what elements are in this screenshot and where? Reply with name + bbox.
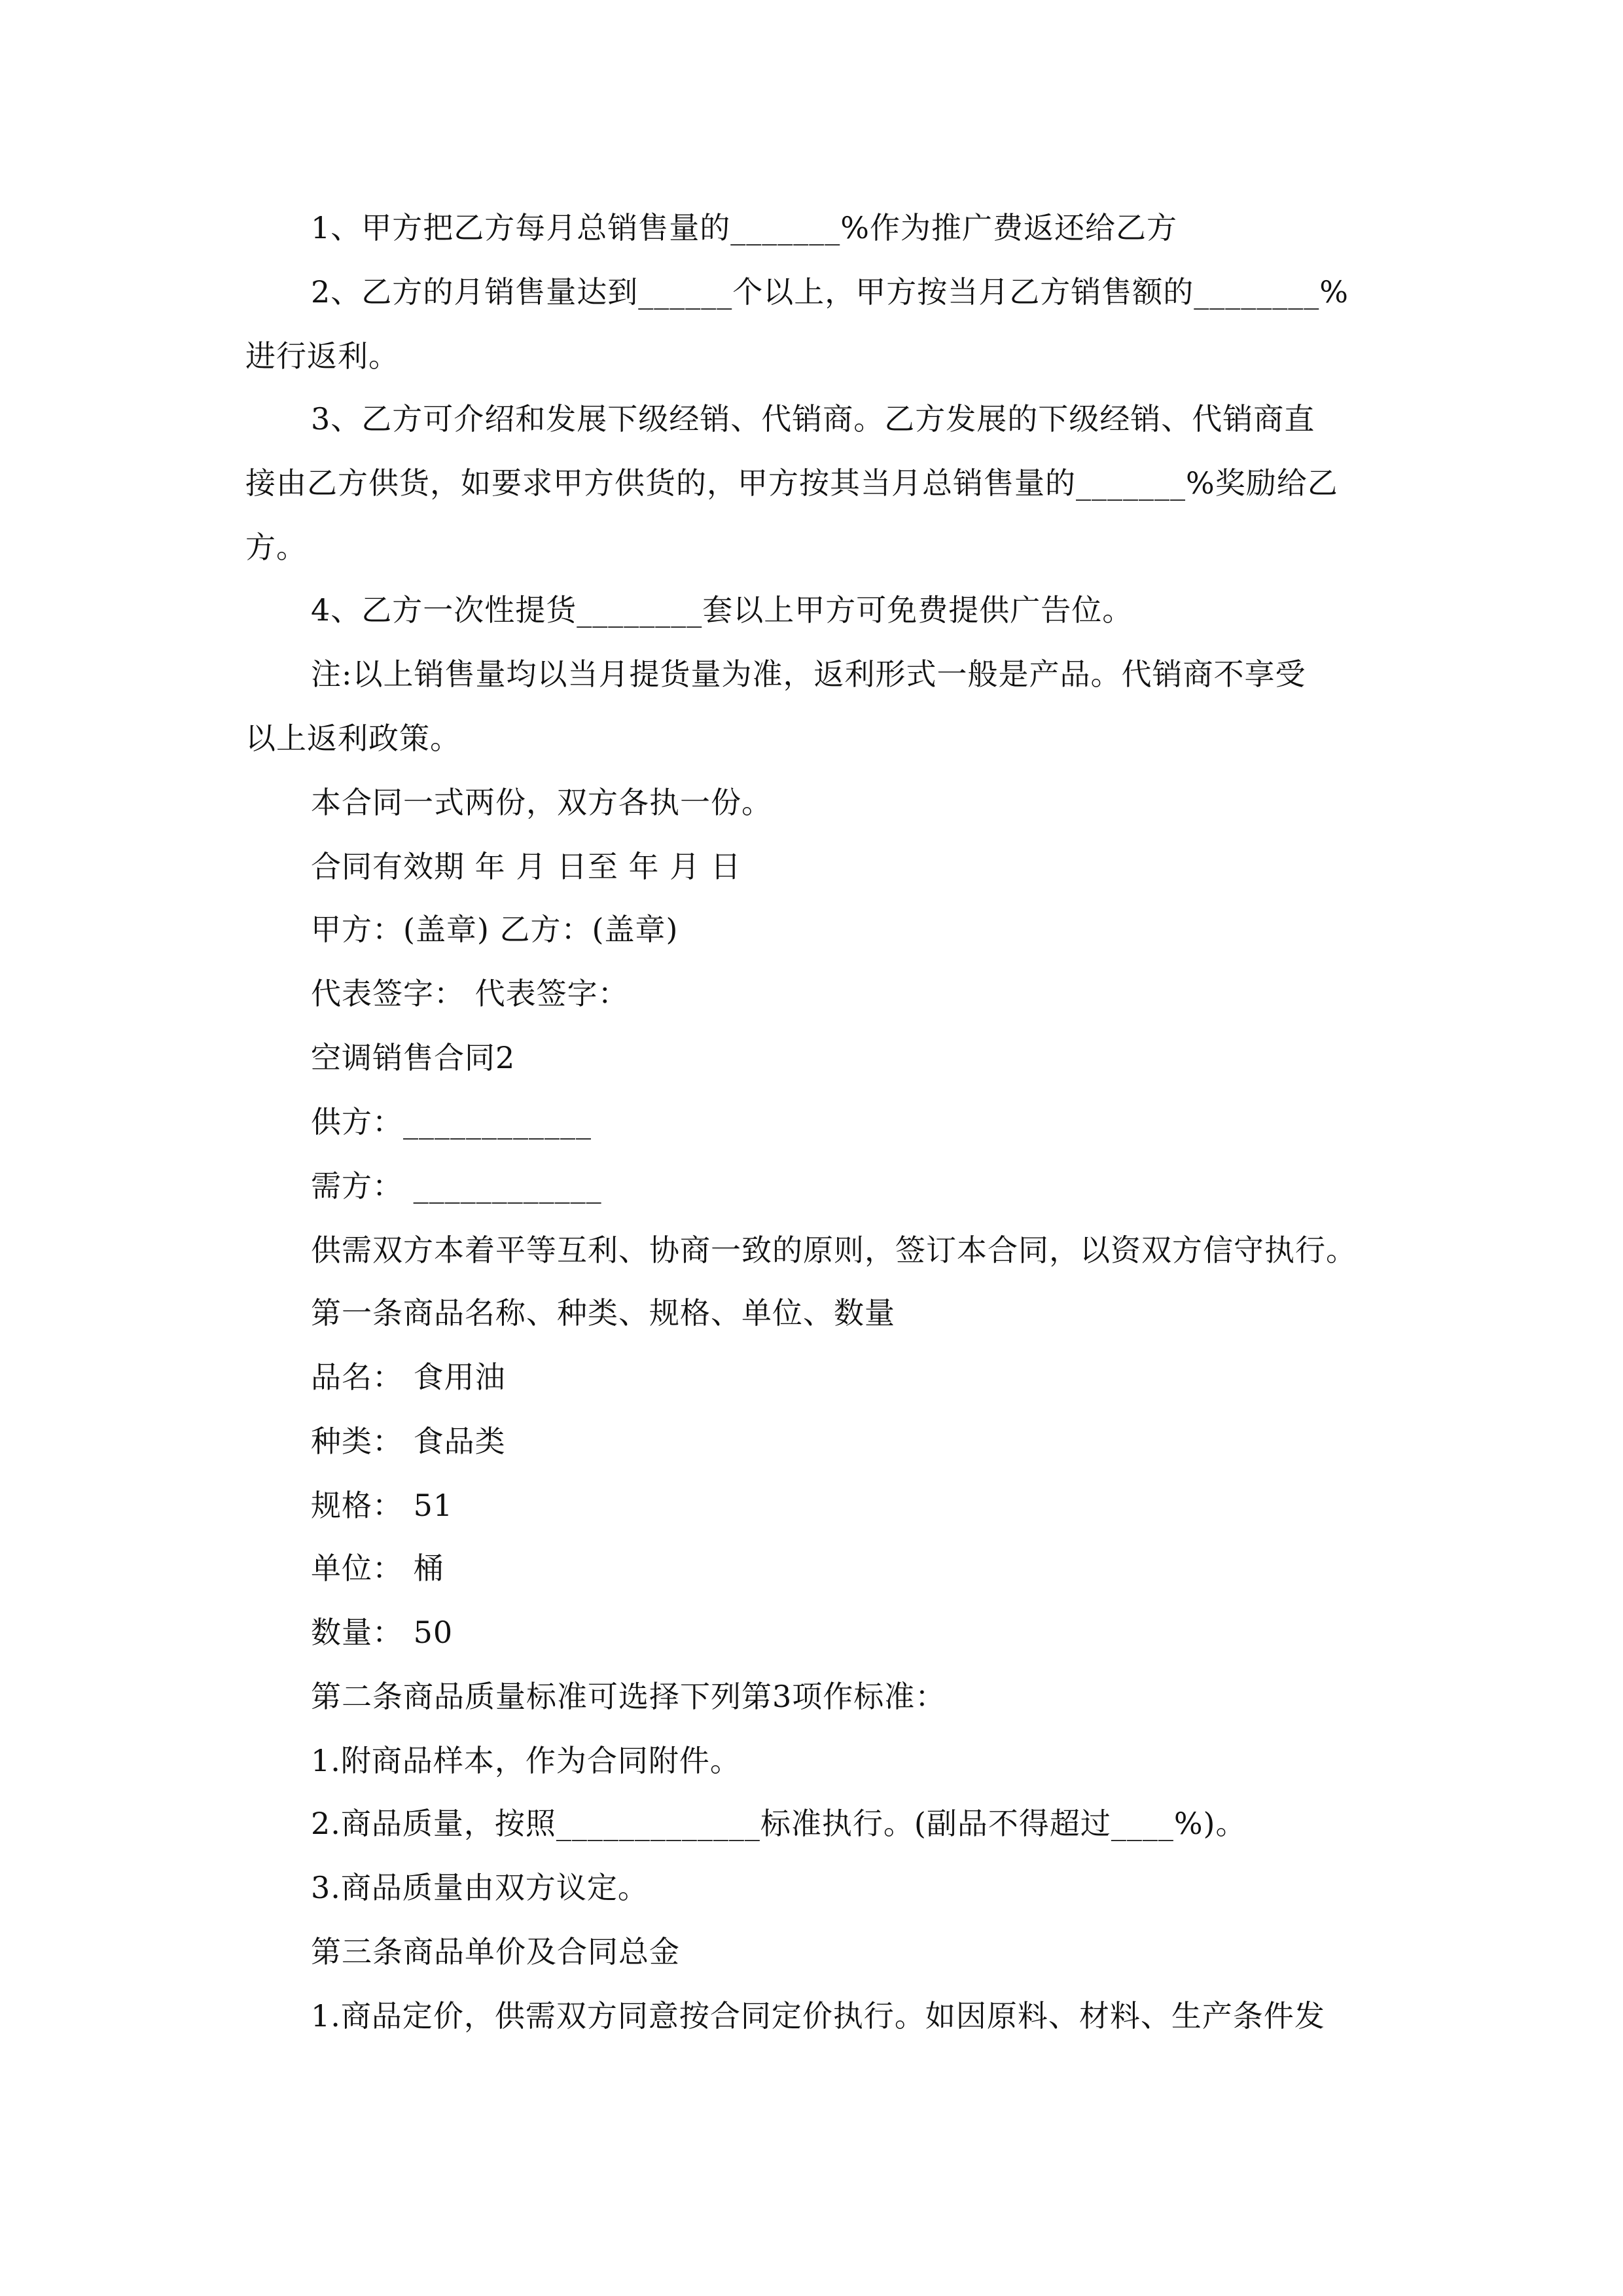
- clause-2-line-1: 2、乙方的月销售量达到______个以上，甲方按当月乙方销售额的________%: [311, 274, 1349, 310]
- note-line-2: 以上返利政策。: [245, 721, 461, 756]
- quality-option-3: 3.商品质量由双方议定。: [311, 1870, 649, 1905]
- product-category: 种类： 食品类: [311, 1424, 506, 1459]
- article-2-heading: 第二条商品质量标准可选择下列第3项作标准：: [311, 1679, 946, 1714]
- article-1-heading: 第一条商品名称、种类、规格、单位、数量: [311, 1295, 895, 1331]
- party-seals: 甲方：(盖章) 乙方：(盖章): [311, 912, 679, 947]
- note-line-1: 注:以上销售量均以当月提货量为准，返利形式一般是产品。代销商不享受: [311, 656, 1306, 692]
- clause-3-line-3: 方。: [245, 529, 307, 565]
- clause-3-line-2: 接由乙方供货，如要求甲方供货的，甲方按其当月总销售量的_______%奖励给乙: [245, 465, 1338, 501]
- clause-1: 1、甲方把乙方每月总销售量的_______%作为推广费返还给乙方: [311, 210, 1177, 245]
- quality-option-2: 2.商品质量，按照_____________标准执行。(副品不得超过____%)。: [311, 1806, 1247, 1841]
- clause-3-line-1: 3、乙方可介绍和发展下级经销、代销商。乙方发展的下级经销、代销商直: [311, 401, 1315, 437]
- contract-2-title: 空调销售合同2: [311, 1040, 516, 1075]
- validity-period: 合同有效期 年 月 日至 年 月 日: [311, 849, 741, 884]
- contract-preamble: 供需双方本着平等互利、协商一致的原则，签订本合同，以资双方信守执行。: [311, 1232, 1357, 1268]
- article-3-heading: 第三条商品单价及合同总金: [311, 1934, 680, 1969]
- copies-statement: 本合同一式两份，双方各执一份。: [311, 785, 772, 820]
- product-unit: 单位： 桶: [311, 1551, 444, 1586]
- pricing-clause-1: 1.商品定价，供需双方同意按合同定价执行。如因原料、材料、生产条件发: [311, 1998, 1325, 2034]
- representative-signatures: 代表签字： 代表签字：: [311, 976, 629, 1011]
- clause-2-line-2: 进行返利。: [245, 338, 399, 374]
- quality-option-1: 1.附商品样本，作为合同附件。: [311, 1743, 741, 1778]
- clause-4: 4、乙方一次性提货________套以上甲方可免费提供广告位。: [311, 592, 1133, 628]
- product-name: 品名： 食用油: [311, 1359, 506, 1395]
- product-quantity: 数量： 50: [311, 1615, 454, 1650]
- product-spec: 规格： 51: [311, 1488, 454, 1523]
- supplier-field: 供方：____________: [311, 1104, 592, 1139]
- buyer-field: 需方： ____________: [311, 1168, 602, 1204]
